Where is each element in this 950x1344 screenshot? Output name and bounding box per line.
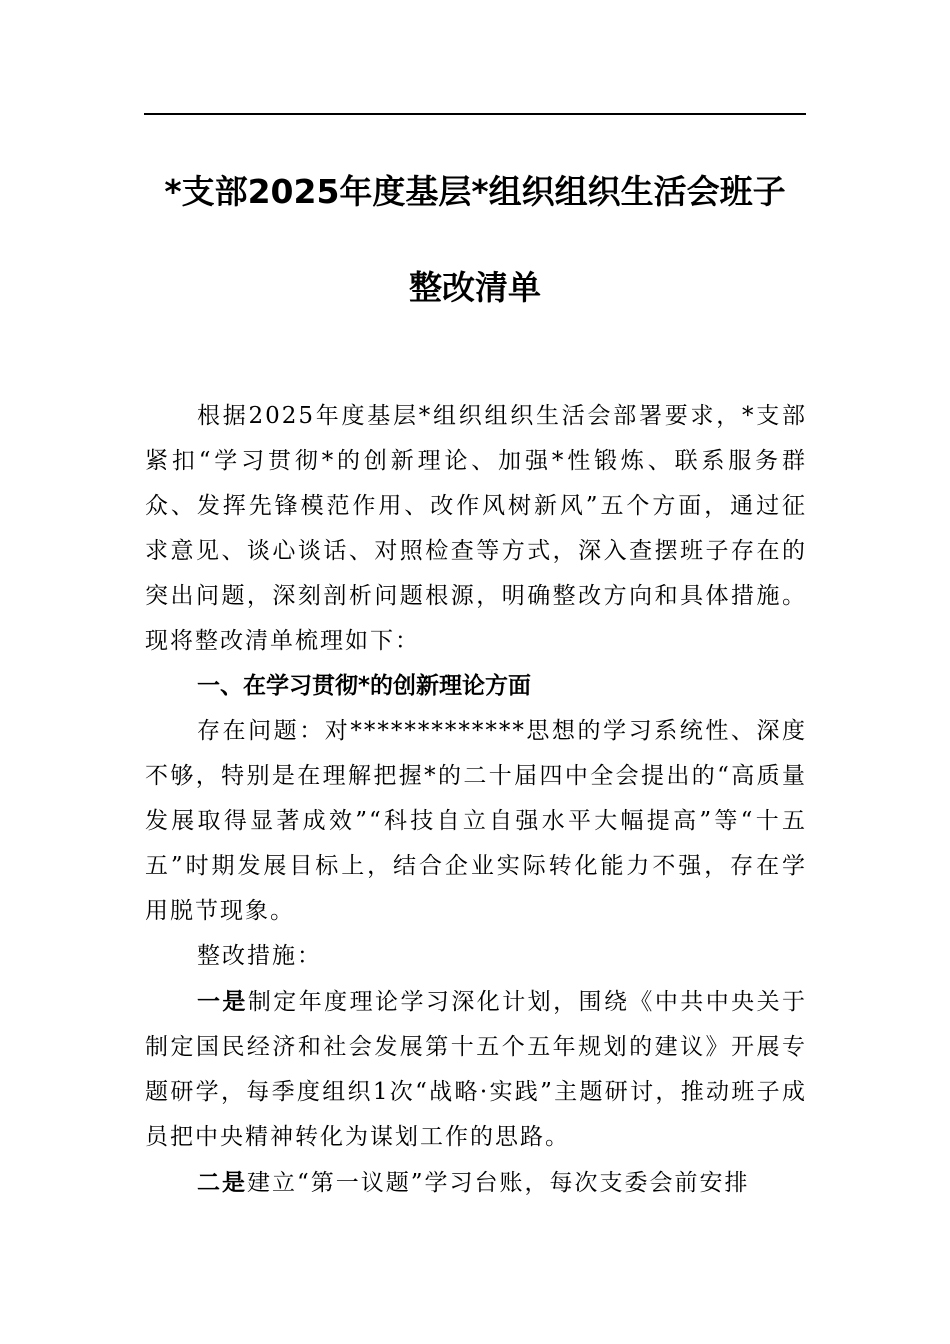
measure-1-lead: 一是 [197, 988, 248, 1015]
document-title-line-1: *支部2025年度基层*组织组织生活会班子 [164, 172, 786, 211]
measure-2-lead: 二是 [197, 1169, 247, 1196]
measure-paragraph-1 [145, 979, 807, 1160]
document-title-line-2: 整改清单 [409, 268, 541, 307]
section-heading: 一、在学习贯彻*的创新理论方面 [197, 673, 532, 699]
measure-1-text: 制定年度理论学习深化计划，围绕《中共中央关于制定国民经济和社会发展第十五个五年规划的建议》开展专题研学，每季度组织1次“战略·实践”主题研讨，推动班子成员把中央精神转化为谋划工作的思路。 [145, 989, 808, 1150]
measure-paragraph-2 [145, 1160, 807, 1206]
measure-2-text: 建立“第一议题”学习台账，每次支委会前安排 [247, 1170, 750, 1196]
header-rule [144, 113, 806, 115]
problem-paragraph: 存在问题：对*************思想的学习系统性、深度不够，特别是在理解把握*的二十届四中全会提出的“高质量发展取得显著成效”“科技自立自强水平大幅提高”等“十五五”时期发展目标上，结合企业实际转化能力不强，存在学用脱节现象。 [145, 718, 807, 924]
measures-label: 整改措施： [197, 943, 322, 969]
document-body [145, 394, 807, 1206]
intro-paragraph: 根据2025年度基层*组织组织生活会部署要求，*支部紧扣“学习贯彻*的创新理论、加强*性锻炼、联系服务群众、发挥先锋模范作用、改作风树新风”五个方面，通过征求意见、谈心谈话、对照检查等方式，深入查摆班子存在的突出问题，深刻剖析问题根源，明确整改方向和具体措施。现将整改清单梳理如下： [145, 403, 807, 654]
